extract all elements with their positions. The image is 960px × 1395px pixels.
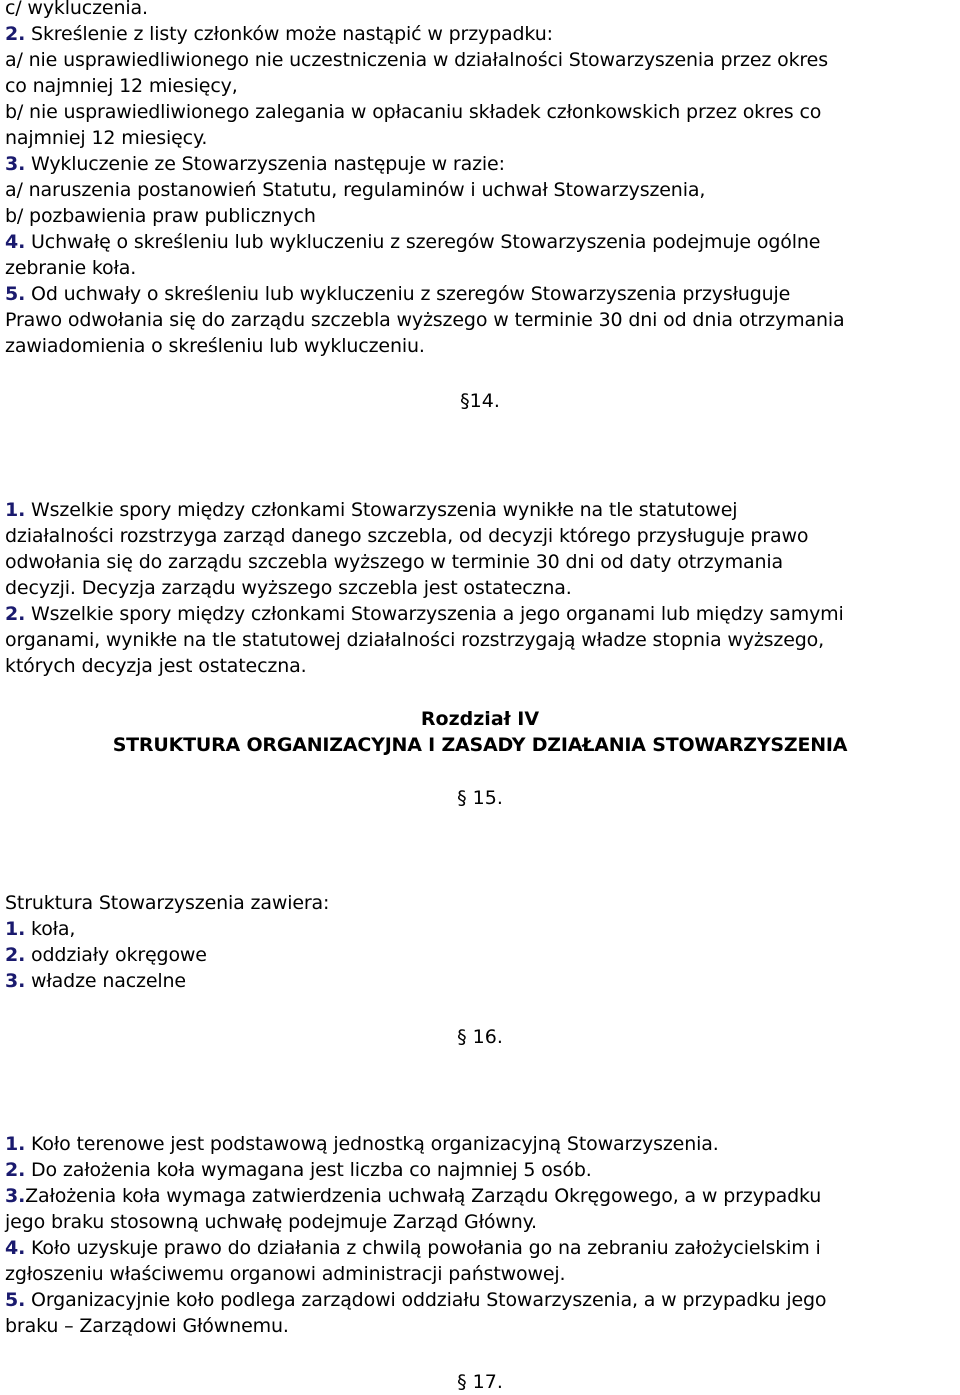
paragraph-number: § 17. (457, 1371, 503, 1393)
text-line: a/ nie usprawiedliwionego nie uczestniczenia w działalności Stowarzyszenia przez okres (5, 49, 828, 71)
text-line: 3. Wykluczenie ze Stowarzyszenia następuje w razie: (5, 153, 505, 175)
text-line: 4. Koło uzyskuje prawo do działania z chwilą powołania go na zebraniu założycielskim i (5, 1237, 821, 1259)
text-line: 5. Od uchwały o skreśleniu lub wykluczeniu z szeregów Stowarzyszenia przysługuje (5, 283, 791, 305)
text-line: 5. Organizacyjnie koło podlega zarządowi oddziału Stowarzyszenia, a w przypadku jego (5, 1289, 827, 1311)
text-line: najmniej 12 miesięcy. (5, 127, 208, 149)
text-line: decyzji. Decyzja zarządu wyższego szczebla jest ostateczna. (5, 577, 572, 599)
text-line: b/ nie usprawiedliwionego zalegania w opłacaniu składek członkowskich przez okres co (5, 101, 822, 123)
text-line: działalności rozstrzyga zarząd danego szczebla, od decyzji którego przysługuje prawo (5, 525, 809, 547)
text-line: braku – Zarządowi Głównemu. (5, 1315, 289, 1337)
text-line: 3.Założenia koła wymaga zatwierdzenia uchwałą Zarządu Okręgowego, a w przypadku (5, 1185, 822, 1207)
text-line: 4. Uchwałę o skreśleniu lub wykluczeniu z szeregów Stowarzyszenia podejmuje ogólne (5, 231, 821, 253)
text-line: jego braku stosowną uchwałę podejmuje Zarząd Główny. (5, 1211, 537, 1233)
list-item: 2. oddziały okręgowe (5, 944, 207, 966)
paragraph-number: § 16. (457, 1026, 503, 1048)
chapter-title: Rozdział IV (420, 708, 540, 730)
text-line: odwołania się do zarządu szczebla wyższego w terminie 30 dni od daty otrzymania (5, 551, 783, 573)
list-item: 1. koła, (5, 918, 76, 940)
text-line: zebranie koła. (5, 257, 137, 279)
paragraph-number: § 15. (457, 787, 503, 809)
text-line: organami, wynikłe na tle statutowej działalności rozstrzygają władze stopnia wyższego, (5, 629, 825, 651)
chapter-subtitle: STRUKTURA ORGANIZACYJNA I ZASADY DZIAŁANIA STOWARZYSZENIA (112, 734, 848, 756)
text-line: których decyzja jest ostateczna. (5, 655, 307, 677)
text-line: Struktura Stowarzyszenia zawiera: (5, 892, 330, 914)
text-line: b/ pozbawienia praw publicznych (5, 205, 316, 227)
list-item: 3. władze naczelne (5, 970, 186, 992)
text-line: 1. Koło terenowe jest podstawową jednostką organizacyjną Stowarzyszenia. (5, 1133, 719, 1155)
text-line: co najmniej 12 miesięcy, (5, 75, 238, 97)
text-line: 2. Skreślenie z listy członków może nastąpić w przypadku: (5, 23, 553, 45)
text-line: Prawo odwołania się do zarządu szczebla wyższego w terminie 30 dni od dnia otrzymania (5, 309, 845, 331)
text-line: zgłoszeniu właściwemu organowi administracji państwowej. (5, 1263, 566, 1285)
text-line: zawiadomienia o skreśleniu lub wykluczeniu. (5, 335, 425, 357)
text-line: 2. Do założenia koła wymagana jest liczba co najmniej 5 osób. (5, 1159, 592, 1181)
text-line: 1. Wszelkie spory między członkami Stowarzyszenia wynikłe na tle statutowej (5, 499, 738, 521)
text-line: 2. Wszelkie spory między członkami Stowarzyszenia a jego organami lub między samymi (5, 603, 844, 625)
paragraph-number: §14. (460, 390, 500, 412)
text-line: a/ naruszenia postanowień Statutu, regulaminów i uchwał Stowarzyszenia, (5, 179, 706, 201)
text-line: c/ wykluczenia. (5, 0, 148, 19)
